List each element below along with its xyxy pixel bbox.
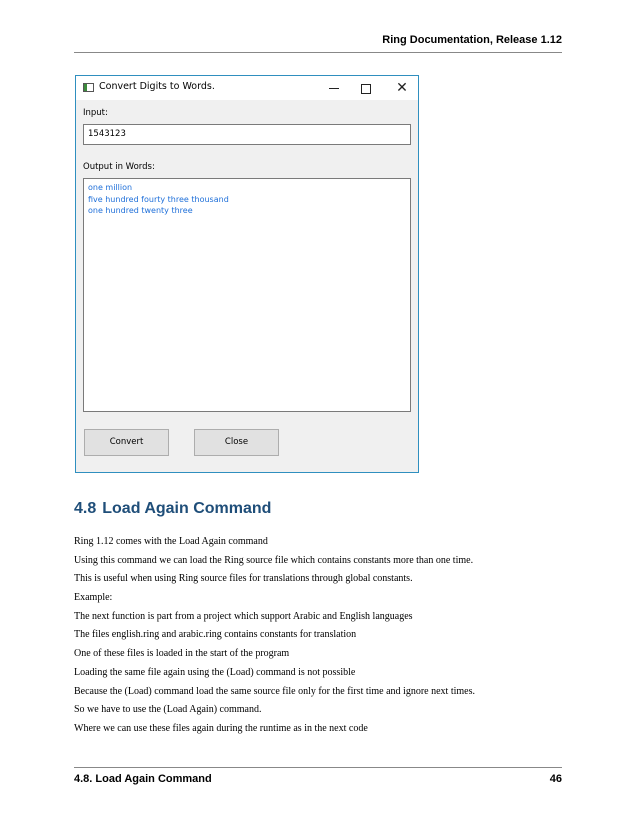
window-titlebar: [76, 76, 418, 100]
paragraph: Loading the same file again using the (Load) command is not possible: [74, 666, 356, 678]
paragraph: The next function is part from a project which support Arabic and English languages: [74, 610, 413, 622]
paragraph: Where we can use these files again during the runtime as in the next code: [74, 722, 368, 734]
paragraph: Using this command we can load the Ring source file which contains constants more than one time.: [74, 554, 474, 566]
paragraph: The files english.ring and arabic.ring contains constants for translation: [74, 629, 357, 641]
app-window-screenshot: [75, 75, 419, 473]
maximize-icon[interactable]: [352, 79, 380, 97]
window-title: Convert Digits to Words.: [99, 81, 215, 92]
section-number: 4.8: [74, 500, 97, 517]
minimize-icon[interactable]: [320, 79, 348, 97]
section-heading: [74, 500, 271, 518]
paragraph: Ring 1.12 comes with the Load Again command: [74, 536, 268, 547]
app-icon: [83, 83, 94, 92]
paragraph: Example:: [74, 592, 113, 604]
paragraph: Because the (Load) command load the same source file only for the first time and ignore next times.: [74, 685, 475, 697]
close-button[interactable]: Close: [194, 429, 279, 456]
output-line: one hundred twenty three: [88, 206, 193, 215]
page-footer: [74, 767, 562, 785]
input-label: Input:: [83, 108, 108, 118]
paragraph: One of these files is loaded in the start of the program: [74, 648, 290, 660]
convert-button[interactable]: Convert: [84, 429, 169, 456]
output-textarea[interactable]: [83, 178, 411, 412]
paragraph: So we have to use the (Load Again) command.: [74, 704, 262, 716]
paragraph: This is useful when using Ring source files for translations through global constants.: [74, 573, 413, 585]
output-line: five hundred fourty three thousand: [88, 194, 229, 204]
close-icon[interactable]: ✕: [396, 80, 408, 96]
output-label: Output in Words:: [83, 162, 155, 172]
body-text: [74, 536, 564, 742]
section-title: Load Again Command: [102, 500, 272, 517]
output-line: one million: [88, 183, 133, 192]
page-number: 46: [549, 773, 562, 785]
running-header: Ring Documentation, Release 1.12: [74, 33, 562, 53]
footer-section-label: 4.8. Load Again Command: [74, 773, 212, 785]
input-field[interactable]: 1543123: [83, 124, 411, 145]
